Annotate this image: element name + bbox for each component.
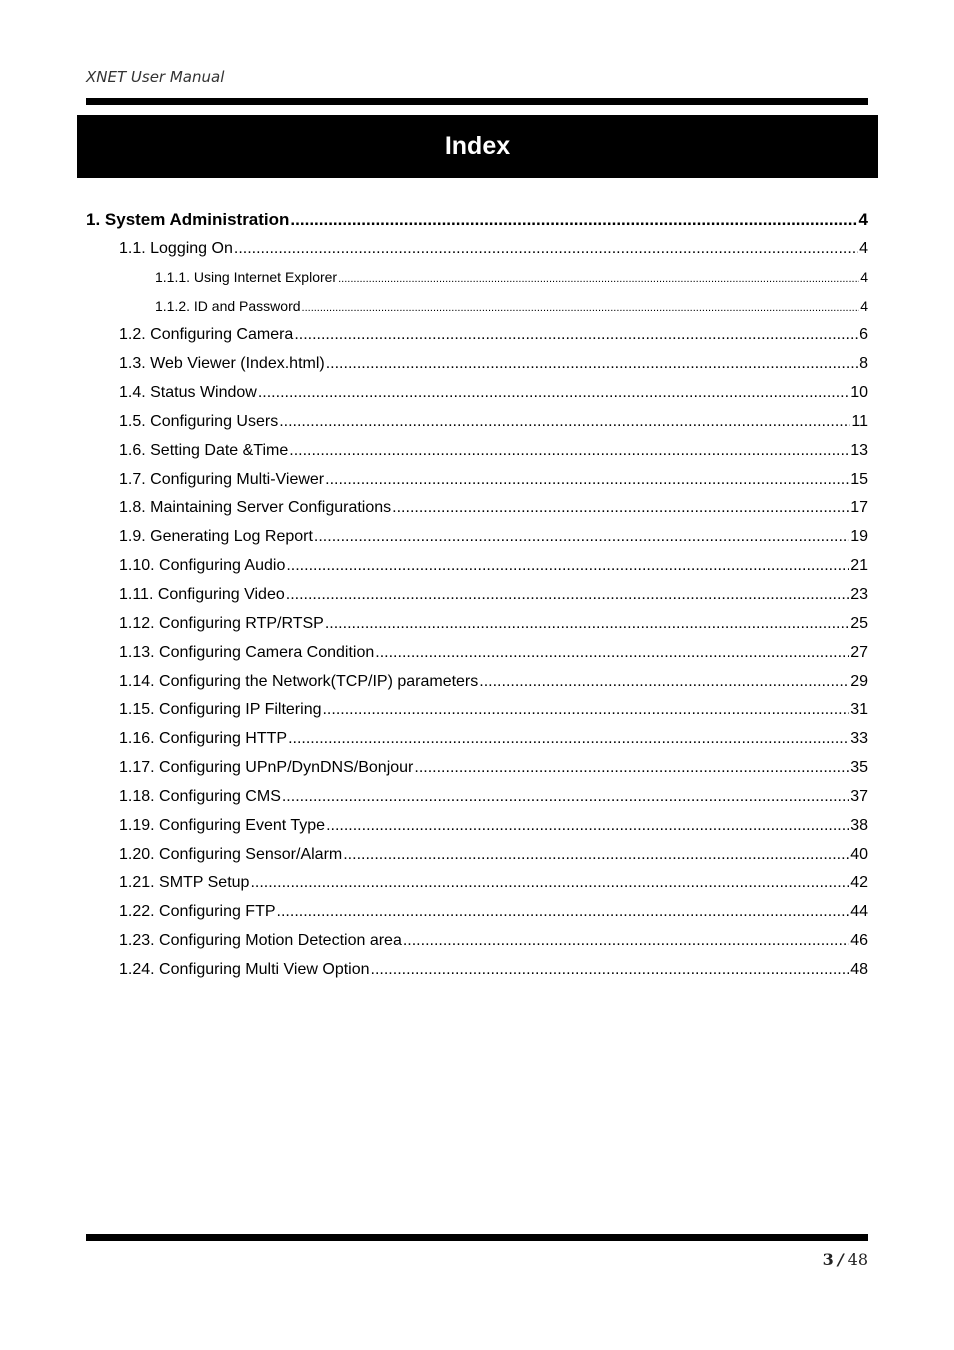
- toc-entry[interactable]: [155, 298, 868, 314]
- toc-entry-page: 23: [850, 586, 868, 603]
- toc-dot-leader: [258, 384, 849, 402]
- toc-entry-page: 44: [850, 903, 868, 920]
- toc-entry-label: 1.9. Generating Log Report: [119, 528, 313, 545]
- toc-entry-label: 1.23. Configuring Motion Detection area: [119, 932, 402, 949]
- toc-entry[interactable]: [119, 644, 868, 662]
- toc-entry-label: 1.2. Configuring Camera: [119, 326, 294, 343]
- toc-entry-page: 4: [860, 298, 868, 314]
- toc-dot-leader: [479, 673, 849, 691]
- toc-entry[interactable]: [119, 961, 868, 979]
- toc-entry[interactable]: [119, 442, 868, 460]
- index-banner-title: Index: [444, 132, 511, 160]
- current-page-number: 3: [822, 1250, 834, 1269]
- toc-dot-leader: [343, 846, 849, 864]
- toc-entry-page: 42: [850, 874, 868, 891]
- toc-entry-page: 40: [850, 846, 868, 863]
- toc-dot-leader: [279, 413, 850, 431]
- toc-dot-leader: [289, 442, 849, 460]
- toc-dot-leader: [322, 701, 849, 719]
- toc-entry-label: 1.8. Maintaining Server Configurations: [119, 499, 392, 516]
- toc-entry-page: 8: [859, 355, 868, 372]
- toc-entry-label: 1.22. Configuring FTP: [119, 903, 276, 920]
- toc-entry-label: 1. System Administration: [86, 210, 290, 229]
- toc-entry[interactable]: [155, 269, 868, 285]
- toc-dot-leader: [392, 499, 849, 517]
- toc-entry-page: 6: [859, 326, 868, 343]
- toc-entry-label: 1.6. Setting Date &Time: [119, 442, 289, 459]
- toc-entry[interactable]: [119, 846, 868, 864]
- toc-dot-leader: [326, 355, 858, 373]
- footer-rule: [86, 1234, 868, 1241]
- toc-dot-leader: [234, 240, 858, 258]
- toc-entry-label: 1.1. Logging On: [119, 240, 233, 257]
- toc-entry-page: 19: [850, 528, 868, 545]
- toc-entry[interactable]: [119, 701, 868, 719]
- toc-entry-label: 1.24. Configuring Multi View Option: [119, 961, 370, 978]
- toc-entry-page: 21: [850, 557, 868, 574]
- toc-entry-page: 27: [850, 644, 868, 661]
- toc-entry-page: 11: [851, 413, 868, 430]
- toc-entry-page: 13: [850, 442, 868, 459]
- toc-entry-page: 10: [850, 384, 868, 401]
- toc-entry-page: 4: [859, 240, 868, 257]
- toc-entry[interactable]: [119, 932, 868, 950]
- page-number: [823, 1250, 868, 1269]
- toc-entry-label: 1.10. Configuring Audio: [119, 557, 286, 574]
- toc-dot-leader: [325, 471, 849, 489]
- total-pages: 48: [847, 1250, 868, 1269]
- toc-entry-page: 37: [850, 788, 868, 805]
- toc-dot-leader: [277, 903, 850, 921]
- toc-entry-page: 33: [850, 730, 868, 747]
- toc-entry[interactable]: [119, 355, 868, 373]
- toc-entry-page: 38: [850, 817, 868, 834]
- toc-entry-page: 35: [850, 759, 868, 776]
- toc-dot-leader: [286, 586, 849, 604]
- toc-entry-label: 1.7. Configuring Multi-Viewer: [119, 471, 325, 488]
- toc-entry[interactable]: [119, 240, 868, 258]
- toc-dot-leader: [302, 302, 860, 314]
- toc-entry[interactable]: [119, 326, 868, 344]
- toc-entry-label: 1.20. Configuring Sensor/Alarm: [119, 846, 343, 863]
- toc-entry-label: 1.3. Web Viewer (Index.html): [119, 355, 325, 372]
- toc-entry-label: 1.12. Configuring RTP/RTSP: [119, 615, 324, 632]
- toc-entry[interactable]: [119, 413, 868, 431]
- toc-entry[interactable]: [119, 874, 868, 892]
- toc-entry[interactable]: [119, 586, 868, 604]
- toc-entry-page: 4: [860, 269, 868, 285]
- toc-dot-leader: [290, 210, 857, 230]
- toc-entry-page: 25: [850, 615, 868, 632]
- toc-entry-page: 4: [858, 210, 868, 229]
- toc-entry-label: 1.11. Configuring Video: [119, 586, 285, 603]
- toc-entry[interactable]: [119, 557, 868, 575]
- toc-dot-leader: [282, 788, 849, 806]
- toc-dot-leader: [371, 961, 850, 979]
- toc-dot-leader: [338, 273, 859, 285]
- toc-entry-page: 29: [850, 673, 868, 690]
- toc-entry[interactable]: [119, 528, 868, 546]
- toc-entry-page: 48: [850, 961, 868, 978]
- toc-dot-leader: [326, 817, 849, 835]
- page-separator: /: [837, 1250, 844, 1269]
- toc-entry-label: 1.1.1. Using Internet Explorer: [155, 269, 338, 285]
- toc-dot-leader: [403, 932, 849, 950]
- toc-entry[interactable]: [119, 499, 868, 517]
- toc-entry-label: 1.18. Configuring CMS: [119, 788, 281, 805]
- toc-entry[interactable]: [119, 673, 868, 691]
- toc-dot-leader: [288, 730, 849, 748]
- toc-entry-label: 1.16. Configuring HTTP: [119, 730, 288, 747]
- toc-entry-label: 1.5. Configuring Users: [119, 413, 279, 430]
- toc-dot-leader: [325, 615, 849, 633]
- toc-entry-page: 46: [850, 932, 868, 949]
- toc-entry-label: 1.4. Status Window: [119, 384, 257, 401]
- toc-entry[interactable]: [119, 817, 868, 835]
- toc-dot-leader: [286, 557, 849, 575]
- index-banner: [77, 115, 878, 178]
- toc-dot-leader: [375, 644, 849, 662]
- toc-entry-page: 17: [850, 499, 868, 516]
- toc-dot-leader: [314, 528, 849, 546]
- header-rule: [86, 98, 868, 105]
- toc-entry-label: 1.15. Configuring IP Filtering: [119, 701, 322, 718]
- toc-entry-label: 1.14. Configuring the Network(TCP/IP) parameters: [119, 673, 479, 690]
- document-header-title: XNET User Manual: [86, 68, 225, 86]
- toc-entry-label: 1.13. Configuring Camera Condition: [119, 644, 375, 661]
- toc-dot-leader: [414, 759, 849, 777]
- toc-entry-page: 15: [850, 471, 868, 488]
- toc-entry[interactable]: [119, 903, 868, 921]
- toc-entry[interactable]: [119, 788, 868, 806]
- toc-entry-label: 1.17. Configuring UPnP/DynDNS/Bonjour: [119, 759, 414, 776]
- toc-entry-label: 1.19. Configuring Event Type: [119, 817, 326, 834]
- toc-entry-system-administration[interactable]: [86, 210, 868, 230]
- toc-entry-page: 31: [850, 701, 868, 718]
- toc-entry[interactable]: [119, 471, 868, 489]
- toc-dot-leader: [294, 326, 858, 344]
- toc-entry[interactable]: [119, 384, 868, 402]
- toc-entry-label: 1.21. SMTP Setup: [119, 874, 250, 891]
- toc-entry[interactable]: [119, 759, 868, 777]
- toc-entry-label: 1.1.2. ID and Password: [155, 298, 301, 314]
- toc-entry[interactable]: [119, 730, 868, 748]
- toc-entry[interactable]: [119, 615, 868, 633]
- toc-dot-leader: [250, 874, 849, 892]
